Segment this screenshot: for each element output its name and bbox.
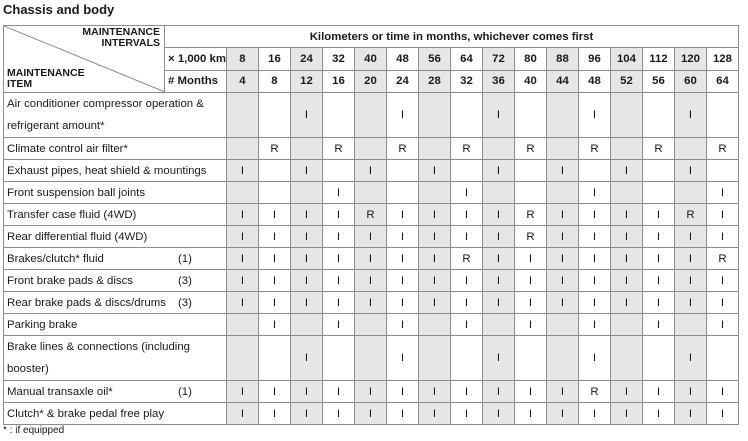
schedule-cell: I: [642, 403, 674, 425]
corner-header-cell: [4, 26, 165, 93]
schedule-cell: I: [482, 93, 514, 138]
schedule-cell: I: [482, 336, 514, 381]
schedule-cell: [258, 182, 290, 204]
schedule-cell: I: [546, 292, 578, 314]
schedule-cell: I: [450, 314, 482, 336]
schedule-cell: I: [290, 248, 322, 270]
schedule-cell: [546, 182, 578, 204]
schedule-cell: I: [354, 160, 386, 182]
footnote: * : if equipped: [3, 425, 65, 436]
schedule-cell: I: [386, 248, 418, 270]
schedule-cell: I: [674, 160, 706, 182]
schedule-cell: I: [642, 248, 674, 270]
schedule-cell: I: [290, 381, 322, 403]
schedule-cell: I: [450, 182, 482, 204]
schedule-cell: I: [578, 248, 610, 270]
km-header-cell: 48: [386, 48, 418, 70]
schedule-cell: I: [674, 270, 706, 292]
schedule-cell: [354, 138, 386, 160]
km-header-cell: 112: [642, 48, 674, 70]
schedule-cell: [482, 138, 514, 160]
schedule-cell: [226, 182, 258, 204]
schedule-cell: I: [226, 403, 258, 425]
schedule-cell: I: [226, 160, 258, 182]
schedule-cell: I: [482, 248, 514, 270]
schedule-cell: [546, 314, 578, 336]
schedule-cell: I: [322, 292, 354, 314]
km-header-cell: 32: [322, 48, 354, 70]
schedule-cell: I: [290, 336, 322, 381]
maintenance-item-name: Parking brake: [7, 318, 78, 331]
months-header-cell: 8: [258, 70, 290, 92]
schedule-cell: I: [706, 182, 738, 204]
schedule-cell: [418, 138, 450, 160]
schedule-cell: I: [578, 226, 610, 248]
schedule-cell: R: [514, 138, 546, 160]
schedule-cell: R: [578, 381, 610, 403]
schedule-cell: R: [386, 138, 418, 160]
schedule-cell: I: [578, 270, 610, 292]
km-header-cell: 64: [450, 48, 482, 70]
schedule-cell: I: [514, 314, 546, 336]
schedule-cell: [546, 93, 578, 138]
schedule-cell: I: [258, 226, 290, 248]
schedule-cell: I: [450, 226, 482, 248]
schedule-cell: I: [386, 314, 418, 336]
schedule-cell: I: [674, 226, 706, 248]
maintenance-item-name: Clutch* & brake pedal free play: [7, 407, 165, 420]
schedule-cell: [290, 314, 322, 336]
schedule-cell: I: [290, 292, 322, 314]
maintenance-item-cell: [4, 381, 227, 403]
table-row: [4, 381, 739, 403]
schedule-cell: I: [610, 403, 642, 425]
schedule-cell: I: [354, 248, 386, 270]
schedule-cell: I: [226, 204, 258, 226]
schedule-cell: [354, 93, 386, 138]
km-header-cell: 120: [674, 48, 706, 70]
maintenance-item-cell: [4, 292, 227, 314]
schedule-cell: I: [450, 381, 482, 403]
schedule-cell: I: [322, 314, 354, 336]
schedule-cell: I: [322, 381, 354, 403]
schedule-cell: I: [418, 160, 450, 182]
schedule-cell: I: [418, 248, 450, 270]
schedule-cell: I: [418, 270, 450, 292]
months-header-cell: 64: [706, 70, 738, 92]
schedule-cell: [386, 160, 418, 182]
schedule-cell: I: [706, 270, 738, 292]
maintenance-item-name: Front brake pads & discs: [7, 274, 133, 287]
schedule-cell: I: [386, 204, 418, 226]
schedule-cell: I: [226, 248, 258, 270]
schedule-cell: [674, 138, 706, 160]
schedule-cell: R: [706, 138, 738, 160]
schedule-cell: I: [290, 160, 322, 182]
schedule-cell: I: [610, 226, 642, 248]
schedule-cell: I: [386, 381, 418, 403]
schedule-cell: [610, 93, 642, 138]
schedule-cell: [674, 314, 706, 336]
schedule-cell: R: [578, 138, 610, 160]
schedule-cell: I: [482, 204, 514, 226]
schedule-cell: [610, 182, 642, 204]
maintenance-item-cell: [4, 314, 227, 336]
schedule-cell: I: [674, 248, 706, 270]
months-unit-label: # Months: [165, 70, 227, 92]
schedule-cell: I: [578, 182, 610, 204]
schedule-cell: R: [450, 248, 482, 270]
schedule-cell: I: [578, 292, 610, 314]
schedule-cell: R: [258, 138, 290, 160]
schedule-cell: I: [482, 160, 514, 182]
schedule-cell: I: [642, 270, 674, 292]
maintenance-item-cell: [4, 248, 227, 270]
km-header-cell: 96: [578, 48, 610, 70]
schedule-cell: [450, 93, 482, 138]
schedule-cell: I: [290, 204, 322, 226]
schedule-cell: I: [322, 248, 354, 270]
schedule-cell: I: [354, 403, 386, 425]
schedule-cell: [706, 336, 738, 381]
schedule-cell: R: [354, 204, 386, 226]
km-header-cell: 8: [226, 48, 258, 70]
km-header-cell: 72: [482, 48, 514, 70]
schedule-cell: I: [706, 381, 738, 403]
schedule-cell: R: [642, 138, 674, 160]
schedule-cell: I: [226, 270, 258, 292]
km-header-cell: 24: [290, 48, 322, 70]
schedule-cell: I: [258, 403, 290, 425]
schedule-cell: I: [642, 226, 674, 248]
schedule-cell: I: [354, 226, 386, 248]
schedule-cell: I: [258, 248, 290, 270]
schedule-cell: R: [514, 204, 546, 226]
table-row: [4, 248, 739, 270]
schedule-cell: [642, 160, 674, 182]
schedule-cell: I: [322, 204, 354, 226]
schedule-cell: I: [546, 403, 578, 425]
schedule-cell: I: [578, 403, 610, 425]
km-header-cell: 128: [706, 48, 738, 70]
schedule-cell: I: [514, 270, 546, 292]
schedule-cell: I: [642, 381, 674, 403]
schedule-cell: I: [450, 403, 482, 425]
intervals-label: MAINTENANCE INTERVALS: [82, 26, 160, 49]
schedule-cell: I: [578, 93, 610, 138]
maintenance-item-cell: [4, 270, 227, 292]
schedule-cell: I: [290, 93, 322, 138]
km-header-cell: 16: [258, 48, 290, 70]
maintenance-schedule-table: [3, 25, 739, 425]
schedule-cell: I: [610, 248, 642, 270]
schedule-cell: [674, 182, 706, 204]
schedule-cell: I: [514, 403, 546, 425]
span-title-cell: Kilometers or time in months, whichever comes first: [165, 26, 739, 48]
schedule-cell: I: [514, 248, 546, 270]
schedule-cell: I: [418, 226, 450, 248]
schedule-cell: I: [706, 204, 738, 226]
months-header-cell: 32: [450, 70, 482, 92]
schedule-cell: [578, 160, 610, 182]
schedule-cell: I: [354, 292, 386, 314]
schedule-cell: [258, 336, 290, 381]
schedule-cell: I: [610, 381, 642, 403]
schedule-cell: [226, 138, 258, 160]
schedule-cell: I: [418, 292, 450, 314]
maintenance-item-name: Brake lines & connections (including booster): [7, 341, 190, 375]
months-header-cell: 28: [418, 70, 450, 92]
maintenance-item-name: Air conditioner compressor operation & refrigerant amount*: [7, 98, 204, 132]
schedule-cell: [514, 93, 546, 138]
maintenance-item-cell: [4, 182, 227, 204]
maintenance-item-cell: [4, 160, 227, 182]
schedule-cell: I: [578, 336, 610, 381]
schedule-cell: I: [674, 292, 706, 314]
schedule-cell: [450, 336, 482, 381]
months-header-cell: 40: [514, 70, 546, 92]
months-header-cell: 36: [482, 70, 514, 92]
schedule-cell: I: [642, 314, 674, 336]
months-header-cell: 4: [226, 70, 258, 92]
schedule-cell: I: [706, 314, 738, 336]
schedule-cell: I: [386, 226, 418, 248]
maintenance-item-cell: [4, 138, 227, 160]
schedule-cell: I: [290, 403, 322, 425]
table-row: [4, 292, 739, 314]
schedule-cell: [226, 336, 258, 381]
schedule-cell: [258, 93, 290, 138]
schedule-cell: [642, 336, 674, 381]
table-row: [4, 182, 739, 204]
schedule-cell: [546, 336, 578, 381]
schedule-cell: [386, 182, 418, 204]
months-header-cell: 12: [290, 70, 322, 92]
schedule-cell: I: [258, 314, 290, 336]
table-row: [4, 93, 739, 138]
schedule-cell: I: [226, 226, 258, 248]
maintenance-item-note-ref: (3): [177, 296, 192, 309]
schedule-cell: [706, 93, 738, 138]
km-header-cell: 80: [514, 48, 546, 70]
schedule-cell: I: [290, 270, 322, 292]
schedule-cell: I: [610, 270, 642, 292]
schedule-cell: [418, 93, 450, 138]
schedule-cell: R: [706, 248, 738, 270]
schedule-cell: I: [610, 204, 642, 226]
schedule-cell: I: [482, 226, 514, 248]
months-header-cell: 24: [386, 70, 418, 92]
schedule-cell: I: [258, 292, 290, 314]
schedule-cell: I: [418, 204, 450, 226]
item-label: MAINTENANCE ITEM: [7, 67, 85, 90]
maintenance-item-name: Front suspension ball joints: [7, 186, 146, 199]
schedule-cell: R: [322, 138, 354, 160]
schedule-cell: I: [450, 292, 482, 314]
table-row: [4, 138, 739, 160]
schedule-cell: I: [706, 292, 738, 314]
section-title: Chassis and body: [3, 2, 115, 17]
schedule-cell: [418, 182, 450, 204]
schedule-cell: I: [226, 292, 258, 314]
schedule-cell: [482, 314, 514, 336]
maintenance-item-cell: [4, 226, 227, 248]
km-header-cell: 40: [354, 48, 386, 70]
km-header-cell: 56: [418, 48, 450, 70]
schedule-cell: R: [674, 204, 706, 226]
schedule-cell: I: [322, 403, 354, 425]
schedule-cell: I: [674, 403, 706, 425]
months-header-cell: 60: [674, 70, 706, 92]
schedule-cell: I: [258, 270, 290, 292]
maintenance-item-note-ref: (1): [177, 385, 192, 398]
schedule-cell: [354, 314, 386, 336]
schedule-cell: [290, 138, 322, 160]
maintenance-item-name: Climate control air filter*: [7, 142, 128, 155]
schedule-cell: I: [546, 160, 578, 182]
months-header-cell: 56: [642, 70, 674, 92]
schedule-cell: I: [482, 270, 514, 292]
schedule-cell: [354, 182, 386, 204]
schedule-cell: I: [290, 226, 322, 248]
schedule-cell: I: [386, 93, 418, 138]
schedule-cell: I: [674, 381, 706, 403]
maintenance-item-note-ref: (1): [177, 252, 192, 265]
schedule-cell: I: [386, 336, 418, 381]
schedule-cell: [610, 314, 642, 336]
schedule-cell: I: [482, 403, 514, 425]
table-row: [4, 314, 739, 336]
schedule-cell: I: [706, 226, 738, 248]
km-header-cell: 88: [546, 48, 578, 70]
schedule-cell: I: [546, 226, 578, 248]
schedule-cell: I: [322, 226, 354, 248]
table-row: [4, 204, 739, 226]
maintenance-item-name: Transfer case fluid (4WD): [7, 208, 137, 221]
schedule-cell: I: [642, 204, 674, 226]
schedule-cell: [226, 93, 258, 138]
schedule-cell: [322, 93, 354, 138]
schedule-cell: I: [386, 403, 418, 425]
schedule-cell: I: [226, 381, 258, 403]
schedule-cell: I: [418, 403, 450, 425]
schedule-cell: I: [578, 204, 610, 226]
months-header-cell: 52: [610, 70, 642, 92]
schedule-cell: I: [386, 270, 418, 292]
table-row: [4, 270, 739, 292]
schedule-cell: [610, 138, 642, 160]
schedule-cell: I: [482, 292, 514, 314]
schedule-cell: I: [546, 248, 578, 270]
schedule-cell: [418, 314, 450, 336]
km-unit-label: × 1,000 km: [165, 48, 227, 70]
schedule-cell: I: [258, 381, 290, 403]
schedule-cell: [322, 160, 354, 182]
schedule-cell: [514, 160, 546, 182]
table-row: [4, 336, 739, 381]
maintenance-item-cell: [4, 204, 227, 226]
schedule-cell: I: [610, 160, 642, 182]
table-row: [4, 160, 739, 182]
schedule-cell: I: [546, 381, 578, 403]
schedule-cell: I: [354, 270, 386, 292]
schedule-cell: I: [322, 182, 354, 204]
schedule-cell: I: [482, 381, 514, 403]
schedule-cell: [354, 336, 386, 381]
schedule-cell: I: [322, 270, 354, 292]
maintenance-item-cell: [4, 403, 227, 425]
schedule-cell: [226, 314, 258, 336]
schedule-cell: [706, 160, 738, 182]
schedule-cell: I: [546, 204, 578, 226]
schedule-cell: I: [674, 93, 706, 138]
months-header-cell: 20: [354, 70, 386, 92]
schedule-cell: I: [674, 336, 706, 381]
maintenance-item-name: Rear brake pads & discs/drums: [7, 296, 166, 309]
maintenance-item-name: Exhaust pipes, heat shield & mountings: [7, 164, 207, 177]
maintenance-item-name: Rear differential fluid (4WD): [7, 230, 148, 243]
header-row-span: [4, 26, 739, 48]
schedule-cell: [418, 336, 450, 381]
schedule-cell: [642, 182, 674, 204]
schedule-cell: [482, 182, 514, 204]
schedule-cell: [642, 93, 674, 138]
schedule-cell: I: [642, 292, 674, 314]
maintenance-item-cell: [4, 93, 227, 138]
schedule-cell: I: [354, 381, 386, 403]
months-header-cell: 48: [578, 70, 610, 92]
schedule-cell: [290, 182, 322, 204]
schedule-cell: I: [386, 292, 418, 314]
maintenance-item-name: Manual transaxle oil*: [7, 385, 113, 398]
maintenance-item-note-ref: (3): [177, 274, 192, 287]
schedule-cell: I: [258, 204, 290, 226]
schedule-cell: I: [418, 381, 450, 403]
schedule-cell: [514, 336, 546, 381]
maintenance-item-cell: [4, 336, 227, 381]
schedule-cell: I: [546, 270, 578, 292]
table-row: [4, 226, 739, 248]
table-row: [4, 403, 739, 425]
schedule-cell: [514, 182, 546, 204]
schedule-cell: [450, 160, 482, 182]
schedule-cell: I: [514, 381, 546, 403]
schedule-cell: I: [450, 270, 482, 292]
months-header-cell: 16: [322, 70, 354, 92]
schedule-cell: [610, 336, 642, 381]
schedule-cell: R: [514, 226, 546, 248]
km-header-cell: 104: [610, 48, 642, 70]
schedule-cell: I: [450, 204, 482, 226]
schedule-cell: I: [706, 403, 738, 425]
schedule-cell: I: [514, 292, 546, 314]
schedule-cell: R: [450, 138, 482, 160]
schedule-cell: [546, 138, 578, 160]
maintenance-item-name: Brakes/clutch* fluid: [7, 252, 104, 265]
schedule-cell: [258, 160, 290, 182]
months-header-cell: 44: [546, 70, 578, 92]
schedule-cell: I: [610, 292, 642, 314]
schedule-cell: [322, 336, 354, 381]
schedule-cell: I: [578, 314, 610, 336]
